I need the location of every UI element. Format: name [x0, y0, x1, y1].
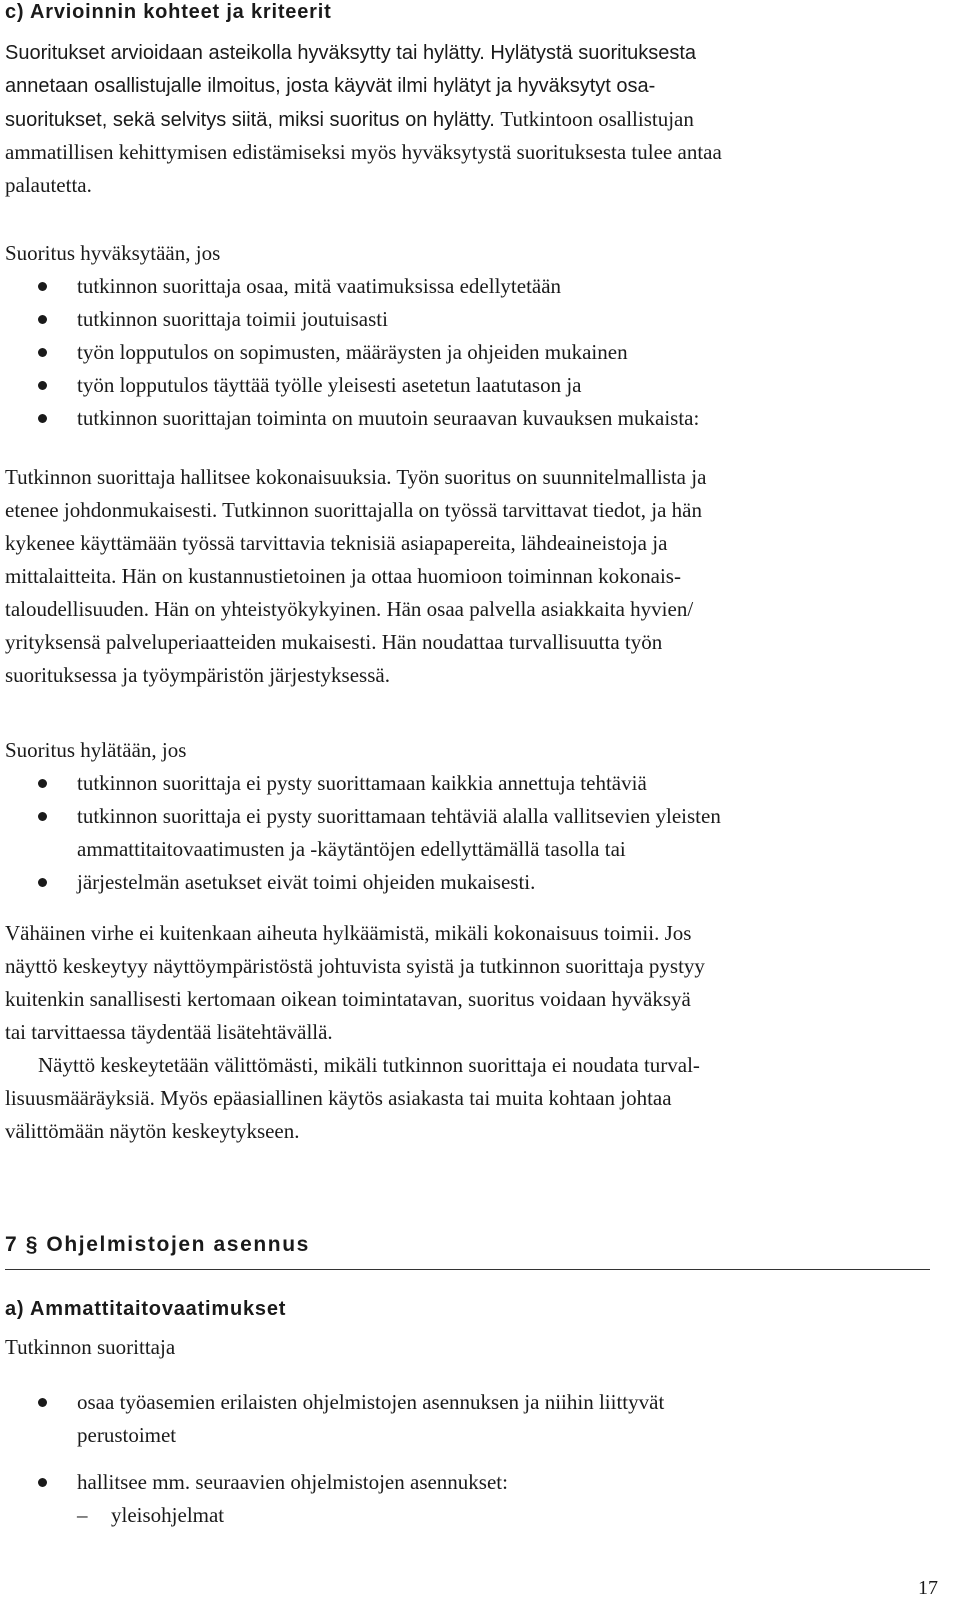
bullet-icon [38, 282, 47, 291]
list-item [0, 866, 940, 899]
list-item [0, 303, 940, 336]
description-paragraph [5, 461, 930, 692]
paragraph-line: etenee johdonmukaisesti. Tutkinnon suorittajalla on työssä tarvittavat tiedot, ja hän [5, 498, 702, 522]
list-item-text: ammattitaitovaatimusten ja -käytäntöjen edellyttämällä tasolla tai [77, 837, 626, 861]
paragraph-line: Vähäinen virhe ei kuitenkaan aiheuta hylkäämistä, mikäli kokonaisuus toimii. Jos [5, 921, 692, 945]
dash-icon: – [77, 1503, 88, 1527]
list-item [0, 336, 940, 369]
bullet-icon [38, 315, 47, 324]
bullet-icon [38, 878, 47, 887]
bullet-icon [38, 812, 47, 821]
list-item [0, 402, 940, 435]
intro-line [5, 103, 930, 136]
list-item [0, 270, 940, 303]
list-item-text: työn lopputulos on sopimusten, määräysten ja ohjeiden mukainen [77, 340, 628, 364]
paragraph-line: tai tarvittaessa täydentää lisätehtävällä. [5, 1020, 333, 1044]
list-item-text: järjestelmän asetukset eivät toimi ohjeiden mukaisesti. [77, 870, 536, 894]
intro-line: annetaan osallistujalle ilmoitus, josta käyvät ilmi hylätyt ja hyväksytyt osa- [5, 75, 656, 97]
reject-lead: Suoritus hylätään, jos [5, 738, 187, 762]
list-item [0, 1466, 940, 1499]
requirements-list [0, 1386, 940, 1499]
list-item-text: perustoimet [77, 1423, 177, 1447]
list-item [0, 800, 940, 866]
paragraph-line: suorituksessa ja työympäristön järjestyksessä. [5, 663, 390, 687]
paragraph-line: kuitenkin sanallisesti kertomaan oikean toimintatavan, suoritus voidaan hyväksyä [5, 987, 691, 1011]
list-item [0, 767, 940, 800]
intro-line-sans: suoritukset, sekä selvitys siitä, miksi suoritus on hylätty. [5, 109, 495, 131]
paragraph-line: Tutkinnon suorittaja hallitsee kokonaisuuksia. Työn suoritus on suunnitelmallista ja [5, 465, 707, 489]
interrupt-paragraph [5, 1049, 930, 1148]
bullet-icon [38, 1478, 47, 1487]
paragraph-line: Näyttö keskeytetään välittömästi, mikäli tutkinnon suorittaja ei noudata turval- [38, 1053, 700, 1077]
bullet-icon [38, 348, 47, 357]
section-7a-heading: a) Ammattitaitovaatimukset [5, 1298, 287, 1320]
list-item-text: tutkinnon suorittaja osaa, mitä vaatimuksissa edellytetään [77, 274, 562, 298]
accept-lead: Suoritus hyväksytään, jos [5, 241, 221, 265]
intro-line-serif: Tutkintoon osallistujan [500, 107, 694, 131]
paragraph-line: mittalaitteita. Hän on kustannustietoinen ja ottaa huomioon toiminnan kokonais- [5, 564, 681, 588]
paragraph-line: yrityksensä palveluperiaatteiden mukaisesti. Hän noudattaa turvallisuutta työn [5, 630, 663, 654]
section-7-lead: Tutkinnon suorittaja [5, 1335, 176, 1359]
paragraph-line: näyttö keskeytyy näyttöympäristöstä johtuvista syistä ja tutkinnon suorittaja pystyy [5, 954, 705, 978]
section-7-title: 7 § Ohjelmistojen asennus [5, 1233, 310, 1256]
bullet-icon [38, 1398, 47, 1407]
reject-list [0, 767, 940, 899]
section-divider [5, 1269, 930, 1270]
paragraph-line: taloudellisuuden. Hän on yhteistyökykyinen. Hän osaa palvella asiakkaita hyvien/ [5, 597, 694, 621]
intro-paragraph-continued [5, 136, 930, 202]
intro-paragraph [5, 37, 930, 136]
dash-list-item [77, 1499, 224, 1532]
bullet-icon [38, 779, 47, 788]
section-c-heading: c) Arvioinnin kohteet ja kriteerit [5, 1, 332, 23]
list-item-text: hallitsee mm. seuraavien ohjelmistojen asennukset: [77, 1470, 508, 1494]
accept-list [0, 270, 940, 435]
bullet-icon [38, 381, 47, 390]
intro-line: palautetta. [5, 173, 92, 197]
list-item-text: tutkinnon suorittajan toiminta on muutoin seuraavan kuvauksen mukaista: [77, 406, 700, 430]
list-item [0, 369, 940, 402]
intro-line: ammatillisen kehittymisen edistämiseksi myös hyväksytystä suorituksesta tulee antaa [5, 140, 722, 164]
list-item-text: tutkinnon suorittaja toimii joutuisasti [77, 307, 388, 331]
paragraph-line: lisuusmääräyksiä. Myös epäasiallinen käytös asiakasta tai muita kohtaan johtaa [5, 1086, 672, 1110]
list-item-text: tutkinnon suorittaja ei pysty suorittamaan kaikkia annettuja tehtäviä [77, 771, 647, 795]
intro-line: Suoritukset arvioidaan asteikolla hyväksytty tai hylätty. Hylätystä suorituksesta [5, 42, 697, 64]
paragraph-line: välittömään näytön keskeytykseen. [5, 1119, 300, 1143]
page-number: 17 [918, 1577, 938, 1599]
list-item-text: tutkinnon suorittaja ei pysty suorittamaan tehtäviä alalla vallitsevien yleisten [77, 804, 721, 828]
list-item-text: osaa työasemien erilaisten ohjelmistojen asennuksen ja niihin liittyvät [77, 1390, 665, 1414]
dash-item-text: yleisohjelmat [111, 1503, 225, 1527]
list-item-text: työn lopputulos täyttää työlle yleisesti asetetun laatutason ja [77, 373, 582, 397]
list-item [0, 1386, 940, 1452]
bullet-icon [38, 414, 47, 423]
minor-error-paragraph [5, 917, 930, 1049]
paragraph-line: kykenee käyttämään työssä tarvittavia teknisiä asiapapereita, lähdeaineistoja ja [5, 531, 668, 555]
